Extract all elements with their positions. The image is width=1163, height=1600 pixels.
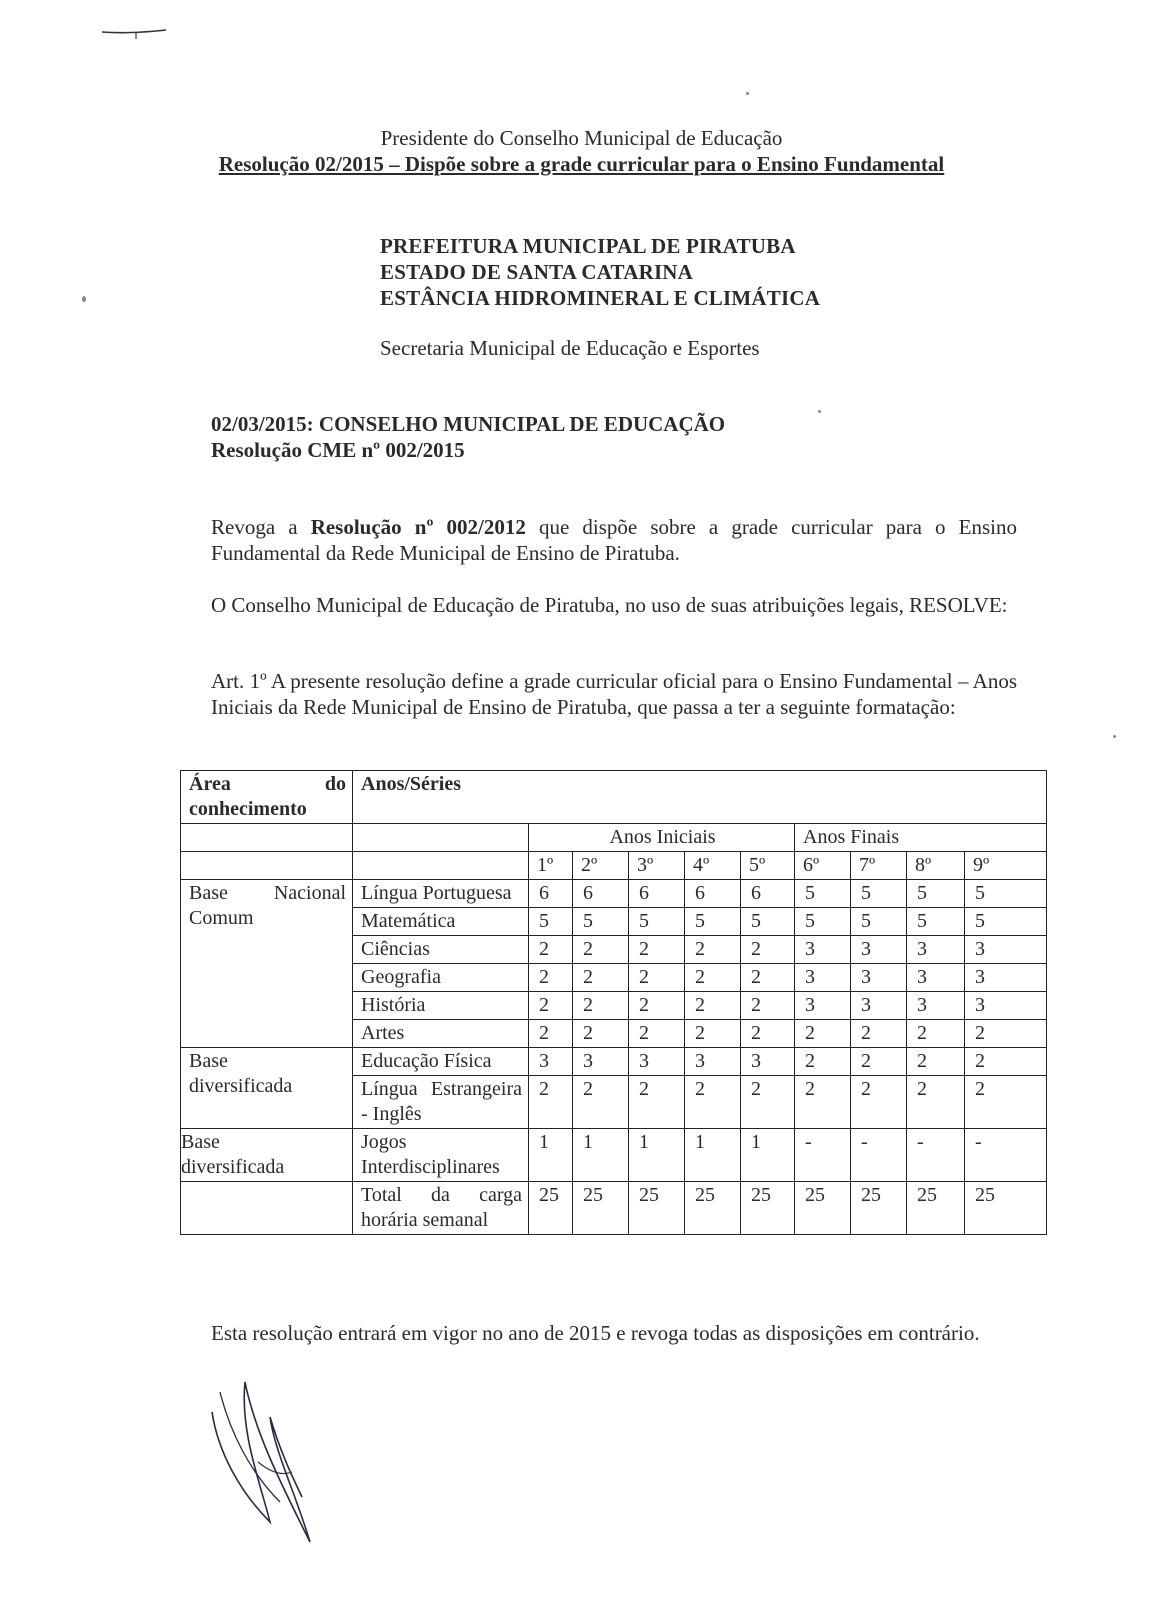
value-cell: 2 [629, 936, 685, 964]
value-cell: 3 [851, 992, 907, 1020]
curriculum-table [180, 770, 1047, 1235]
conselho-paragraph: O Conselho Municipal de Educação de Piratuba, no uso de suas atribuições legais, RESOLVE: [211, 593, 1008, 617]
value-cell: 5 [685, 908, 741, 936]
value-cell: 2 [629, 992, 685, 1020]
value-cell: 2 [529, 1076, 573, 1129]
value-cell: 3 [795, 964, 851, 992]
value-cell: 5 [795, 880, 851, 908]
value-cell: 2 [685, 964, 741, 992]
anos-finais-header: Anos Finais [795, 824, 1047, 852]
year-header-cell: 6º [795, 852, 851, 880]
value-cell: 2 [573, 992, 629, 1020]
value-cell: 2 [741, 1020, 795, 1048]
area-word: Base [189, 882, 228, 904]
empty-cell [353, 852, 529, 880]
value-cell: 3 [741, 1048, 795, 1076]
subject-cell: Artes [353, 1020, 529, 1048]
value-cell: 3 [851, 936, 907, 964]
revoga-suffix: que dispõe sobre a grade curricular para o Ensino Fundamental da Rede Municipal de Ensino de Piratuba. [211, 515, 1017, 565]
scan-speck [1113, 735, 1116, 738]
value-cell: 3 [529, 1048, 573, 1076]
value-cell: 2 [685, 992, 741, 1020]
scan-speck [82, 296, 86, 302]
value-cell: 3 [965, 992, 1047, 1020]
value-cell: 5 [965, 880, 1047, 908]
value-cell: 1 [741, 1129, 795, 1182]
year-header-cell: 7º [851, 852, 907, 880]
area-cell-base-diversificada-2: Base diversificada [181, 1129, 353, 1182]
value-cell: 2 [741, 1076, 795, 1129]
value-cell: 2 [795, 1048, 851, 1076]
value-cell: 25 [529, 1182, 573, 1235]
value-cell: 2 [629, 1076, 685, 1129]
signature-image [200, 1372, 340, 1547]
value-cell: 2 [573, 964, 629, 992]
empty-cell [181, 1182, 353, 1235]
value-cell: 2 [573, 1076, 629, 1129]
value-cell: 3 [965, 936, 1047, 964]
subject-cell: Língua Portuguesa [353, 880, 529, 908]
institution-line-2: ESTADO DE SANTA CATARINA [380, 260, 694, 284]
subject-cell: Língua Estrangeira - Inglês [353, 1076, 529, 1129]
year-header-cell: 1º [529, 852, 573, 880]
value-cell: 5 [851, 880, 907, 908]
resolution-title: Resolução 02/2015 – Dispõe sobre a grade curricular para o Ensino Fundamental [218, 152, 945, 176]
scan-speck [818, 410, 821, 413]
subject-cell: Ciências [353, 936, 529, 964]
subject-cell: Geografia [353, 964, 529, 992]
anos-iniciais-header: Anos Iniciais [529, 824, 795, 852]
value-cell: 5 [851, 908, 907, 936]
value-cell: 6 [741, 880, 795, 908]
value-cell: 2 [685, 1076, 741, 1129]
area-header-word: Área [189, 773, 231, 795]
year-header-cell: 4º [685, 852, 741, 880]
institution-line-1: PREFEITURA MUNICIPAL DE PIRATUBA [380, 234, 796, 258]
value-cell: 3 [907, 964, 965, 992]
resolution-number: Resolução CME nº 002/2015 [211, 438, 465, 462]
corner-mark [100, 20, 170, 40]
anos-series-header: Anos/Séries [353, 771, 1047, 824]
value-cell: 3 [685, 1048, 741, 1076]
value-cell: 2 [907, 1048, 965, 1076]
subject-cell: Total da carga horária semanal [353, 1182, 529, 1235]
value-cell: 2 [795, 1076, 851, 1129]
curriculum-table-wrapper [180, 770, 1046, 1235]
value-cell: 5 [965, 908, 1047, 936]
value-cell: 3 [907, 992, 965, 1020]
value-cell: 2 [907, 1076, 965, 1129]
value-cell: 2 [529, 964, 573, 992]
value-cell: 25 [685, 1182, 741, 1235]
value-cell: 25 [851, 1182, 907, 1235]
area-word: Nacional [273, 882, 346, 904]
value-cell: 6 [629, 880, 685, 908]
value-cell: 2 [965, 1048, 1047, 1076]
value-cell: 1 [573, 1129, 629, 1182]
value-cell: 1 [629, 1129, 685, 1182]
value-cell: 5 [629, 908, 685, 936]
value-cell: 2 [685, 936, 741, 964]
value-cell: 2 [573, 1020, 629, 1048]
value-cell: 6 [573, 880, 629, 908]
table-header-row [181, 771, 1047, 824]
value-cell: 2 [741, 936, 795, 964]
year-header-cell: 8º [907, 852, 965, 880]
area-header-word: conhecimento [189, 798, 307, 820]
value-cell: 25 [573, 1182, 629, 1235]
value-cell: - [965, 1129, 1047, 1182]
value-cell: 3 [851, 964, 907, 992]
table-row [181, 1129, 1047, 1182]
subject-cell: Educação Física [353, 1048, 529, 1076]
value-cell: 3 [795, 992, 851, 1020]
area-word: Comum [189, 907, 254, 929]
value-cell: 25 [965, 1182, 1047, 1235]
subject-cell: Matemática [353, 908, 529, 936]
subject-cell: História [353, 992, 529, 1020]
area-cell-base-diversificada: Base diversificada [181, 1048, 353, 1129]
table-group-row [181, 824, 1047, 852]
empty-cell [181, 852, 353, 880]
area-header [181, 771, 353, 824]
article-1-paragraph: Art. 1º A presente resolução define a grade curricular oficial para o Ensino Fundamental – Anos Iniciais da Rede Municipal de Ensino de Piratuba, que passa a ter a seguinte formatação: [211, 669, 1017, 719]
value-cell: 5 [907, 908, 965, 936]
value-cell: 3 [795, 936, 851, 964]
value-cell: 2 [529, 936, 573, 964]
value-cell: 3 [907, 936, 965, 964]
value-cell: 5 [907, 880, 965, 908]
closing-paragraph: Esta resolução entrará em vigor no ano de 2015 e revoga todas as disposições em contrário. [211, 1321, 980, 1345]
institution-line-3: ESTÂNCIA HIDROMINERAL E CLIMÁTICA [380, 286, 821, 310]
table-row [181, 1048, 1047, 1076]
year-header-cell: 5º [741, 852, 795, 880]
value-cell: 5 [529, 908, 573, 936]
value-cell: 25 [795, 1182, 851, 1235]
revoga-paragraph [211, 514, 1017, 566]
date-title: 02/03/2015: CONSELHO MUNICIPAL DE EDUCAÇÃO [211, 412, 726, 436]
revoga-bold: Resolução nº 002/2012 [310, 515, 526, 539]
value-cell: 3 [573, 1048, 629, 1076]
value-cell: 25 [907, 1182, 965, 1235]
value-cell: 2 [965, 1076, 1047, 1129]
president-line: Presidente do Conselho Municipal de Educação [380, 126, 783, 150]
subject-cell: Jogos Interdisciplinares [353, 1129, 529, 1182]
table-years-row [181, 852, 1047, 880]
area-header-word: do [324, 773, 346, 795]
value-cell: 2 [529, 1020, 573, 1048]
value-cell: 2 [851, 1076, 907, 1129]
value-cell: 5 [741, 908, 795, 936]
value-cell: 3 [965, 964, 1047, 992]
value-cell: 2 [629, 964, 685, 992]
value-cell: 2 [741, 992, 795, 1020]
revoga-prefix: Revoga a [211, 515, 311, 539]
value-cell: 2 [851, 1048, 907, 1076]
value-cell: 25 [629, 1182, 685, 1235]
value-cell: 2 [685, 1020, 741, 1048]
empty-cell [181, 824, 353, 852]
value-cell: 2 [741, 964, 795, 992]
value-cell: 1 [685, 1129, 741, 1182]
table-row [181, 880, 1047, 908]
value-cell: - [907, 1129, 965, 1182]
value-cell: 2 [851, 1020, 907, 1048]
table-row [181, 1182, 1047, 1235]
value-cell: 25 [741, 1182, 795, 1235]
value-cell: 6 [685, 880, 741, 908]
value-cell: 5 [795, 908, 851, 936]
secretaria-line: Secretaria Municipal de Educação e Esportes [380, 336, 760, 360]
empty-cell [353, 824, 529, 852]
value-cell: 2 [965, 1020, 1047, 1048]
year-header-cell: 9º [965, 852, 1047, 880]
area-cell-base-nacional [181, 880, 353, 1048]
year-header-cell: 2º [573, 852, 629, 880]
value-cell: 2 [907, 1020, 965, 1048]
scan-speck [746, 92, 749, 95]
value-cell: 3 [629, 1048, 685, 1076]
value-cell: - [795, 1129, 851, 1182]
value-cell: 5 [573, 908, 629, 936]
value-cell: 2 [795, 1020, 851, 1048]
value-cell: - [851, 1129, 907, 1182]
value-cell: 6 [529, 880, 573, 908]
value-cell: 1 [529, 1129, 573, 1182]
year-header-cell: 3º [629, 852, 685, 880]
value-cell: 2 [529, 992, 573, 1020]
value-cell: 2 [629, 1020, 685, 1048]
value-cell: 2 [573, 936, 629, 964]
